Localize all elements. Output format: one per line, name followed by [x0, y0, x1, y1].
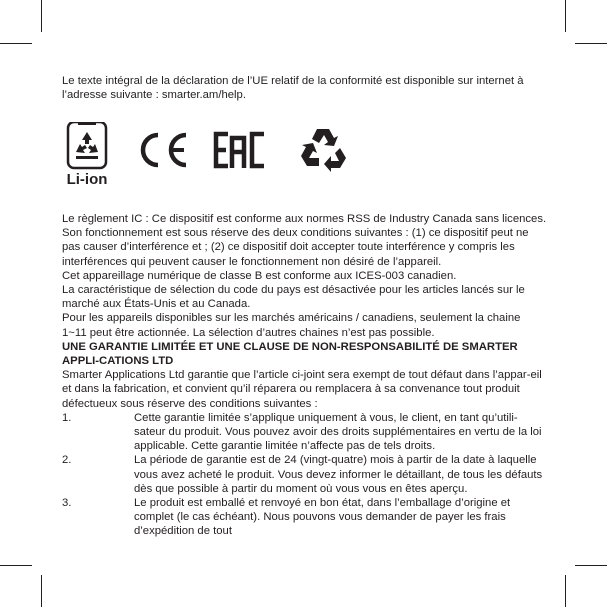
list-item	[62, 496, 548, 539]
item-text: Cette garantie limitée s’applique uniquement à vous, le client, en tant qu’utili-sateur du produit. Vous pouvez avoir des droits supplémentaires en vertu de la loi applicable. Cette garantie limitée n’affecte pas de tels droits.	[134, 411, 542, 453]
intro-text: Le texte intégral de la déclaration de l’UE relatif de la conformité est disponible sur internet à l’adresse suivante : smarter.am/help.	[62, 75, 524, 102]
crop-mark	[575, 43, 607, 44]
crop-mark	[41, 0, 42, 32]
list-item	[62, 411, 548, 454]
paragraph: Cet appareillage numérique de classe B est conforme aux ICES-003 canadien.	[62, 269, 457, 282]
item-number: 1.	[62, 411, 72, 424]
crop-mark	[565, 0, 566, 32]
recycle-icon	[300, 126, 348, 172]
crop-mark	[0, 565, 32, 566]
item-text: Le produit est emballé et renvoyé en bon état, dans l’emballage d’origine et complet (le cas échéant). Nous pouvons vous demander de payer les frais d’expédition de tout	[134, 497, 511, 538]
battery-recycle-icon	[62, 122, 112, 190]
warranty-heading: UNE GARANTIE LIMITÉE ET UNE CLAUSE DE NON-RESPONSABILITÉ DE SMARTER APPLI-CATIONS LTD	[62, 340, 518, 368]
paragraph: Le règlement IC : Ce dispositif est conforme aux normes RSS de Industry Canada sans licences. Son fonctionnement est sous réserve des deux conditions suivantes : (1) ce dispositif peut ne pas causer d’interférence et ; (2) ce dispositif doit accepter toute interférence y compris les interférences qui peuvent causer le fonctionnement non désiré de l’appareil.	[62, 213, 547, 268]
certification-logos	[62, 122, 362, 190]
crop-mark	[565, 575, 566, 607]
crop-mark	[575, 565, 607, 566]
item-number: 3.	[62, 497, 72, 510]
ce-mark-icon	[134, 130, 190, 170]
eac-mark-icon	[212, 130, 270, 170]
liion-label: Li-ion	[66, 171, 108, 188]
warranty-intro: Smarter Applications Ltd garantie que l’article ci-joint sera exempt de tout défaut dans l’appar-eil et dans la fabrication, et convient qu’il réparera ou remplacera à sa convenance tout produit défectueux sous réserve des conditions suivantes :	[62, 369, 542, 410]
list-item	[62, 453, 548, 496]
paragraph: Pour les appareils disponibles sur les marchés américains / canadiens, seulement la chaine 1~11 peut être actionnée. La sélection d’autres chaines n’est pas possible.	[62, 312, 521, 339]
item-number: 2.	[62, 454, 72, 467]
crop-mark	[41, 575, 42, 607]
paragraph: La caractéristique de sélection du code du pays est désactivée pour les articles lancés sur le marché aux États-Unis et au Canada.	[62, 284, 525, 311]
crop-mark	[0, 43, 32, 44]
conformity-intro	[62, 74, 548, 102]
regulatory-text	[62, 212, 548, 539]
item-text: La période de garantie est de 24 (vingt-quatre) mois à partir de la date à laquelle vous avez acheté le produit. Vous devez informer le détaillant, de tous les défauts dès que possible à partir du moment où vous vous en êtes aperçu.	[134, 454, 543, 495]
